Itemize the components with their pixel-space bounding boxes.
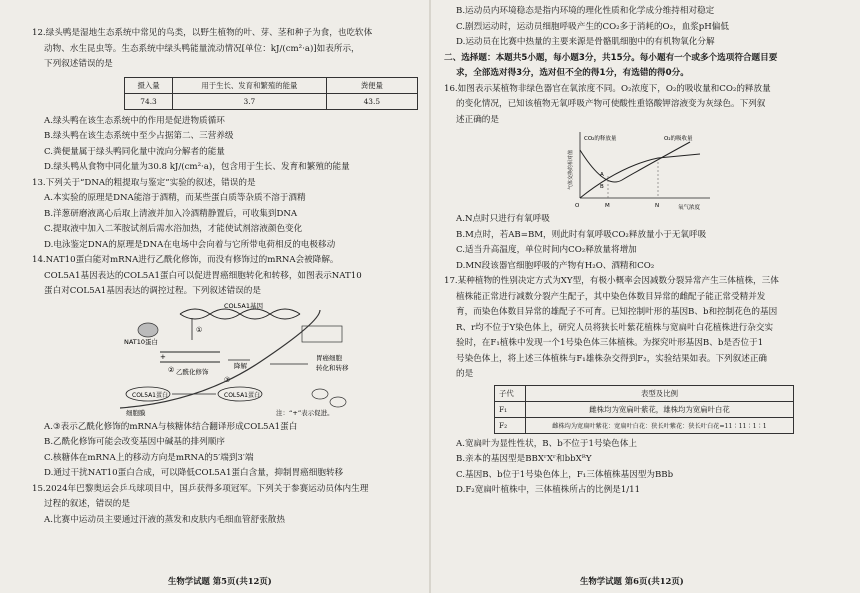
step-2-label: ② <box>168 365 175 374</box>
o2-curve-label: O₂的吸收量 <box>664 136 693 142</box>
q16-option-d: D.MN段该器官细胞呼吸的产物有H₂O、酒精和CO₂ <box>456 260 655 271</box>
q12-stem: 动物、水生昆虫等。生态系统中绿头鸭能量流动情况[单位：kJ/(cm²·a)]如表所示， <box>44 43 360 54</box>
q14-option-b: B.乙酰化修饰可能会改变基因中碱基的排列顺序 <box>44 437 225 447</box>
table-header: 摄入量 <box>125 77 173 93</box>
cross-results-table <box>494 385 794 434</box>
cancer-cell-icon <box>302 326 342 342</box>
q13-stem: 13.下列关于“DNA的粗提取与鉴定”实验的叙述，错误的是 <box>32 177 256 188</box>
plus-sign: + <box>160 352 166 361</box>
membrane-label: 细胞膜 <box>126 408 146 417</box>
table-cell: 雌株均为宽扁叶紫花，雄株均为宽扁叶白花 <box>526 401 794 417</box>
col5a1-protein-label: COL5A1蛋白 <box>132 391 168 399</box>
q13-option-a: A.本实验的原理是DNA能溶于酒精，而某些蛋白质等杂质不溶于酒精 <box>44 193 306 203</box>
exam-page-6 <box>430 0 860 593</box>
q13-option-b: B.洋葱研磨液离心后取上清液并加入冷酒精静置后，可收集到DNA <box>44 208 298 219</box>
q17-stem: 17.某种植物的性别决定方式为XY型，有极小概率会因减数分裂异常产生三体植株，三体 <box>444 276 779 286</box>
step-3-label: ③ <box>224 375 231 384</box>
q16-stem: 述正确的是 <box>456 114 499 125</box>
q12-option-c: C.粪便量属于绿头鸭同化量中流向分解者的能量 <box>44 146 225 157</box>
table-header: 表型及比例 <box>526 385 794 401</box>
q12-option-d: D.绿头鸭从食物中同化量为30.8 kJ/(cm²·a)，包含用于生长、发育和繁殖的能量 <box>44 162 350 172</box>
energy-flow-table <box>124 77 418 110</box>
point-m-label: M <box>605 203 610 209</box>
q16-stem: 的变化情况，已知该植物无氧呼吸产物可使酸性重铬酸钾溶液变为灰绿色。下列叙 <box>456 99 766 109</box>
diagram-note: 注：“+”表示促进。 <box>276 408 334 417</box>
q15-stem: 15.2024年巴黎奥运会乒乓球项目中，国乒获得多项冠军。下列关于参赛运动员体内生理 <box>32 483 369 494</box>
q17-stem: 育，而染色体数目异常的雄配子不可育。已知控制叶形的基因B、b和控制花色的基因 <box>456 307 778 317</box>
origin-label: O <box>575 203 580 209</box>
q12-option-a: A.绿头鸭在该生态系统中的作用是促进物质循环 <box>44 115 225 126</box>
axis-label-y: 气体交换的相对值 <box>568 149 574 190</box>
axis-label-x: 氧气浓度 <box>678 205 701 211</box>
respiration-graph <box>560 128 720 212</box>
degradation-label: 降解 <box>234 361 247 370</box>
q14-stem: 14.NAT10蛋白能对mRNA进行乙酰化修饰，而没有修饰过的mRNA会被降解。 <box>32 255 339 265</box>
q14-option-c: C.核糖体在mRNA上的移动方向是mRNA的5′端到3′端 <box>44 452 254 463</box>
point-a-label: A <box>600 172 604 178</box>
table-header: 粪便量 <box>326 77 417 93</box>
q17-stem: 植株能正常进行减数分裂产生配子，其中染色体数目异常的雌配子能正常受精并发 <box>456 291 766 302</box>
acetylation-label: 乙酰化修饰 <box>176 367 209 376</box>
point-n-label: N <box>655 203 660 209</box>
table-cell: F₂ <box>495 417 526 433</box>
q13-option-d: D.电泳鉴定DNA的原理是DNA在电场中会向着与它所带电荷相反的电极移动 <box>44 239 336 250</box>
q15-stem: 过程的叙述，错误的是 <box>44 499 130 509</box>
page-footer: 生物学试题 第6页(共12页) <box>580 576 684 586</box>
table-cell: 3.7 <box>173 93 327 109</box>
q14-stem: COL5A1基因表达的COL5A1蛋白可以促进胃癌细胞转化和转移，如图表示NAT10 <box>44 270 362 281</box>
q17-stem: 的是 <box>456 369 474 379</box>
co2-curve-label: CO₂的释放量 <box>584 136 617 142</box>
point-b-label: B <box>600 184 604 190</box>
q15-option-b: B.运动员内环境稳态是指内环境的理化性质和化学成分维持相对稳定 <box>456 6 715 16</box>
section-heading: 求，全部选对得3分，选对但不全的得1分，有选错的得0分。 <box>456 68 689 78</box>
nat10-label: NAT10蛋白 <box>124 337 159 346</box>
table-header: 用于生长、发育和繁殖的能量 <box>173 77 327 93</box>
q14-option-d: D.通过干扰NAT10蛋白合成，可以降低COL5A1蛋白含量，抑制胃癌细胞转移 <box>44 468 344 478</box>
q12-stem: 12.绿头鸭是湿地生态系统中常见的鸟类，以野生植物的叶、芽、茎和种子为食，也吃软体 <box>32 28 373 38</box>
q17-option-b: B.亲本的基因型是BBXʳXʳ和bbXᴿY <box>456 454 592 464</box>
table-cell: 74.3 <box>125 93 173 109</box>
q16-stem: 16.如图表示某植物非绿色器官在氧浓度不同。O₂浓度下，O₂的吸收量和CO₂的释放量 <box>444 83 771 94</box>
q12-option-b: B.绿头鸭在该生态系统中至少占据第二、三营养级 <box>44 131 234 141</box>
col5a1-protein-label: COL5A1蛋白 <box>224 391 260 399</box>
q17-stem: R、r均不位于Y染色体上，研究人员将狭长叶紫花植株与宽扁叶白花植株进行杂交实 <box>456 322 774 333</box>
q14-option-a: A.③表示乙酰化修饰的mRNA与核糖体结合翻译形成COL5A1蛋白 <box>44 421 298 432</box>
q17-option-d: D.F₂宽扁叶植株中，三体植株所占的比例是1/11 <box>456 485 641 495</box>
q15-option-d: D.运动员在比赛中热量的主要来源是骨骼肌细胞中的有机物氧化分解 <box>456 37 715 47</box>
page-footer: 生物学试题 第5页(共12页) <box>168 576 272 586</box>
cancer-cell-label: 转化和转移 <box>316 363 349 372</box>
table-cell: 雌株均为宽扁叶紫花：宽扁叶白花：狭长叶紫花：狭长叶白花=11∶11∶1∶1 <box>526 417 794 433</box>
q17-option-c: C.基因B、b位于1号染色体上，F₁三体植株基因型为BBb <box>456 469 674 480</box>
q12-stem: 下列叙述错误的是 <box>44 59 113 69</box>
q14-stem: 蛋白对COL5A1基因表达的调控过程。下列叙述错误的是 <box>44 286 261 296</box>
step-1-label: ① <box>196 325 203 334</box>
nat10-regulation-diagram <box>120 302 420 418</box>
q17-stem: 号染色体上，将上述三体植株与F₁雄株杂交得到F₂，实验结果如表。下列叙述正确 <box>456 353 768 364</box>
q17-stem: 验时，在F₁植株中发现一个1号染色体三体植株。为探究叶形基因B、b是否位于1 <box>456 338 764 348</box>
q17-option-a: A.宽扁叶为显性性状，B、b不位于1号染色体上 <box>456 438 637 449</box>
q13-option-c: C.提取液中加入二苯胺试剂后需水浴加热，才能使试剂溶液颜色变化 <box>44 224 303 234</box>
section-heading: 二、选择题：本题共5小题，每小题3分，共15分。每小题有一个或多个选项符合题目要 <box>444 52 778 63</box>
table-header: 子代 <box>495 385 526 401</box>
q16-option-b: B.M点时，若AB=BM，则此时有氧呼吸CO₂释放量小于无氧呼吸 <box>456 229 707 240</box>
q16-option-c: C.适当升高温度，单位时间内CO₂释放量将增加 <box>456 245 637 255</box>
nat10-protein-icon <box>138 323 158 337</box>
gene-label: COL5A1基因 <box>224 301 263 310</box>
q15-option-a: A.比赛中运动员主要通过汗液的蒸发和皮肤内毛细血管舒张散热 <box>44 514 285 525</box>
q15-option-c: C.剧烈运动时，运动员细胞呼吸产生的CO₂多于消耗的O₂，血浆pH偏低 <box>456 21 729 32</box>
table-cell: 43.5 <box>326 93 417 109</box>
cancer-cell-label: 胃癌细胞 <box>316 353 342 362</box>
q16-option-a: A.N点时只进行有氧呼吸 <box>456 214 550 224</box>
table-cell: F₁ <box>495 401 526 417</box>
